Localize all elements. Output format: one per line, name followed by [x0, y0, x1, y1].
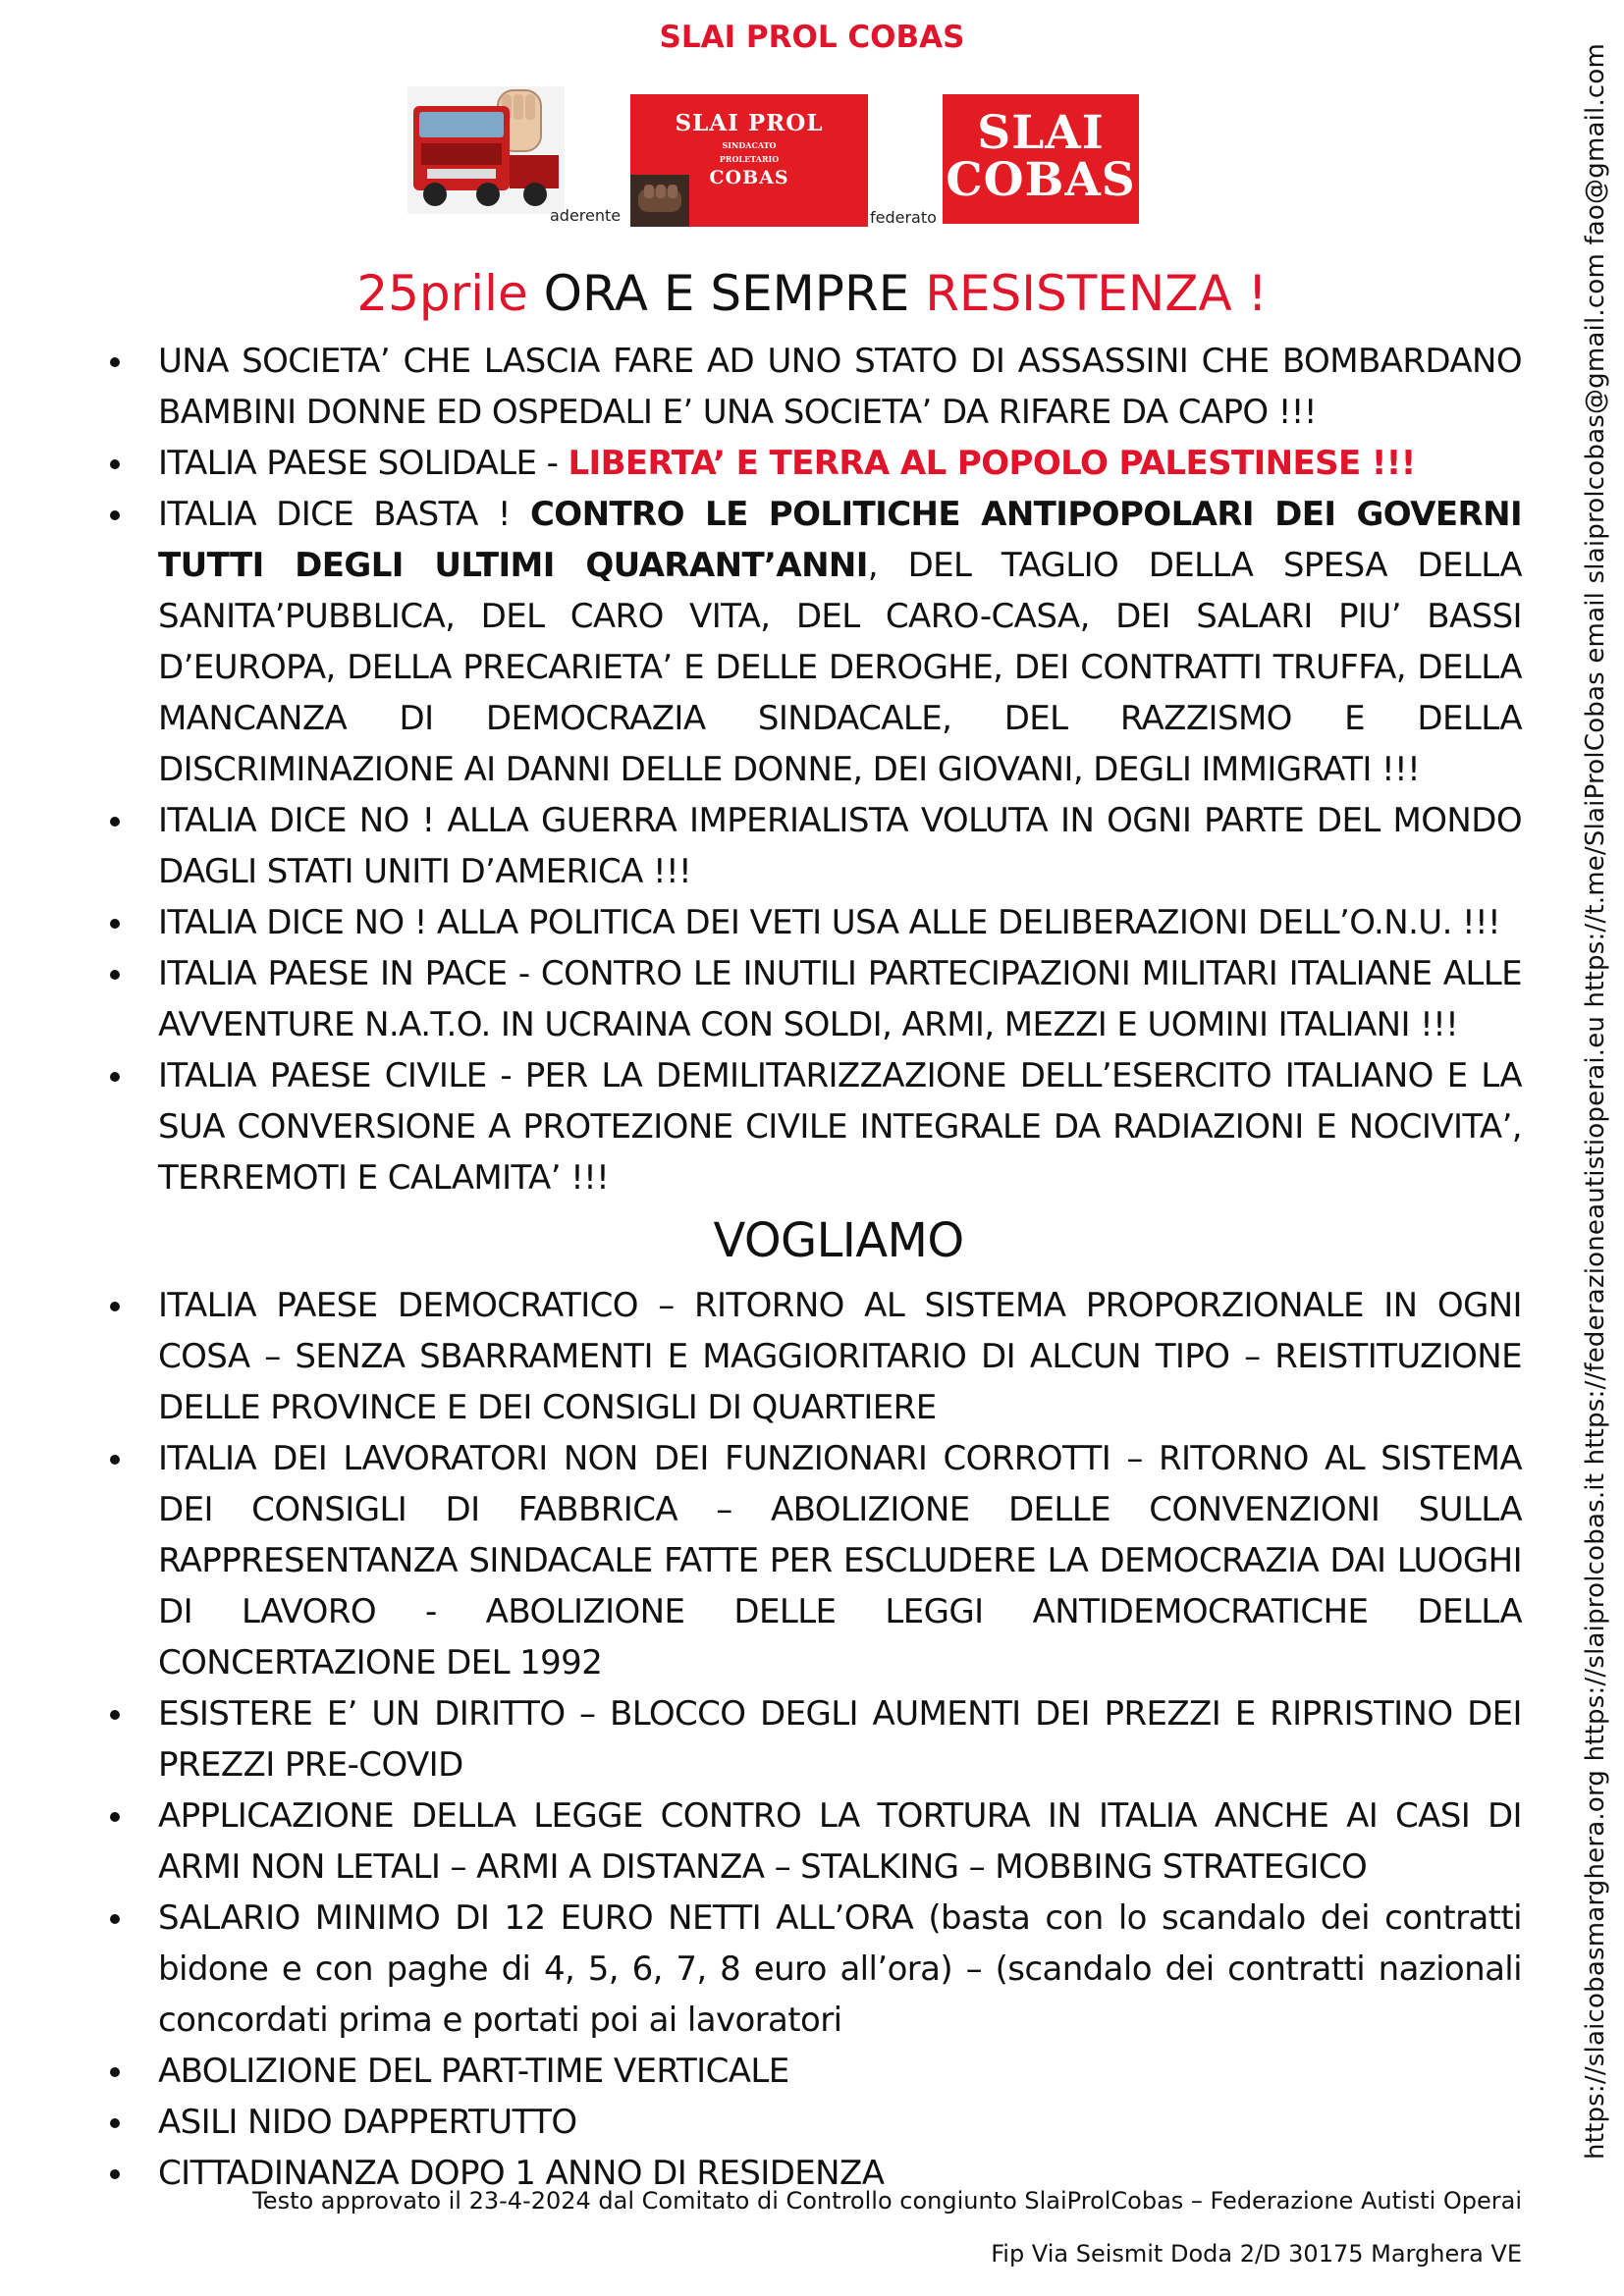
bullet-icon: [110, 1710, 120, 1720]
list-item-text: LIBERTA’ E TERRA AL POPOLO PALESTINESE !!!: [568, 444, 1416, 483]
bullet-icon: [110, 919, 120, 929]
list-item-text: ITALIA PAESE IN PACE - CONTRO LE INUTILI PARTECIPAZIONI MILITARI ITALIANE ALLE AVVENTURE N.A.T.O. IN UCRAINA CON SOLDI, ARMI, MEZZI E UOMINI ITALIANI !!!: [158, 954, 1522, 1044]
list-item-text: ITALIA DICE NO ! ALLA GUERRA IMPERIALISTA VOLUTA IN OGNI PARTE DEL MONDO DAGLI STATI UNITI D’AMERICA !!!: [158, 801, 1522, 891]
list-item-text: APPLICAZIONE DELLA LEGGE CONTRO LA TORTURA IN ITALIA ANCHE AI CASI DI ARMI NON LETALI – ARMI A DISTANZA – STALKING – MOBBING STRATEGICO: [158, 1796, 1522, 1887]
bullet-icon: [110, 510, 120, 520]
list-item: [106, 489, 1522, 795]
list-item: [106, 948, 1522, 1050]
bullet-icon: [110, 1914, 120, 1924]
bullet-icon: [110, 2118, 120, 2128]
bullet-icon: [110, 1302, 120, 1311]
logo-prol-line1: SLAI PROL: [675, 110, 824, 136]
manifesto-body: [106, 336, 1522, 2199]
demands-list-top: [106, 336, 1522, 1203]
list-item-text: ITALIA DICE NO ! ALLA POLITICA DEI VETI USA ALLE DELIBERAZIONI DELL’O.N.U. !!!: [158, 903, 1501, 942]
list-item-text: ESISTERE E’ UN DIRITTO – BLOCCO DEGLI AUMENTI DEI PREZZI E RIPRISTINO DEI PREZZI PRE-COVID: [158, 1694, 1522, 1785]
list-item: [106, 438, 1522, 489]
list-item-text: CONTRO LE POLITICHE ANTIPOPOLARI DEI GOVERNI TUTTI DEGLI ULTIMI QUARANT’ANNI: [158, 495, 1522, 585]
list-item: [106, 2046, 1522, 2097]
list-item: [106, 1280, 1522, 1433]
main-headline: [0, 265, 1624, 322]
list-item-text: ITALIA PAESE DEMOCRATICO – RITORNO AL SISTEMA PROPORZIONALE IN OGNI COSA – SENZA SBARRAMENTI E MAGGIORITARIO DI ALCUN TIPO – REISTITUZIONE DELLE PROVINCE E DEI CONSIGLI DI QUARTIERE: [158, 1286, 1522, 1427]
bullet-icon: [110, 1455, 120, 1465]
list-item-text: UNA SOCIETA’ CHE LASCIA FARE AD UNO STATO DI ASSASSINI CHE BOMBARDANO BAMBINI DONNE ED OSPEDALI E’ UNA SOCIETA’ DA RIFARE DA CAPO !!!: [158, 342, 1522, 432]
list-item-text: ITALIA DICE BASTA !: [158, 495, 530, 534]
list-item: [106, 1893, 1522, 2046]
logo-cobas-line1: SLAI: [977, 106, 1105, 160]
logo-prol-line3: PROLETARIO: [719, 154, 780, 164]
list-item: [106, 1433, 1522, 1688]
address-line: Fip Via Seismit Doda 2/D 30175 Marghera VE: [991, 2240, 1522, 2268]
bullet-icon: [110, 817, 120, 827]
handshake-fist-icon: [630, 175, 689, 227]
bullet-icon: [110, 2169, 120, 2179]
list-item-text: ITALIA PAESE SOLIDALE -: [158, 444, 568, 483]
list-item: [106, 336, 1522, 438]
list-item-text: ITALIA PAESE CIVILE - PER LA DEMILITARIZZAZIONE DELL’ESERCITO ITALIANO E LA SUA CONVERSIONE A PROTEZIONE CIVILE INTEGRALE DA RADIAZIONI E NOCIVITA’, TERREMOTI E CALAMITA’ !!!: [158, 1056, 1522, 1198]
logo-cobas-line2: COBAS: [946, 153, 1136, 207]
list-item: [106, 1790, 1522, 1893]
list-item-text: SALARIO MINIMO DI 12 EURO NETTI ALL’ORA (basta con lo scandalo dei contratti bidone e con paghe di 4, 5, 6, 7, 8 euro all’ora) – (scandalo dei contratti nazionali concordati prima e portati poi ai lavoratori: [158, 1898, 1522, 2040]
bullet-icon: [110, 1812, 120, 1822]
list-item-text: , DEL TAGLIO DELLA SPESA DELLA SANITA’PUBBLICA, DEL CARO VITA, DEL CARO-CASA, DEI SALARI PIU’ BASSI D’EUROPA, DELLA PRECARIETA’ E DELLE DEROGHE, DEI CONTRATTI TRUFFA, DELLA MANCANZA DI DEMOCRAZIA SINDACALE, DEL RAZZISMO E DELLA DISCRIMINAZIONE AI DANNI DELLE DONNE, DEI GIOVANI, DEGLI IMMIGRATI !!!: [158, 546, 1522, 789]
list-item: [106, 897, 1522, 948]
federato-label: federato: [870, 208, 937, 227]
headline-resistenza: RESISTENZA !: [925, 265, 1268, 322]
demands-list-bottom: [106, 1280, 1522, 2199]
slai-cobas-logo: [943, 94, 1139, 224]
approval-note: Testo approvato il 23-4-2024 dal Comitato di Controllo congiunto SlaiProlCobas – Federazione Autisti Operai: [252, 2187, 1522, 2215]
list-item-text: ASILI NIDO DAPPERTUTTO: [158, 2103, 577, 2142]
bullet-icon: [110, 1072, 120, 1082]
logo-row: [0, 0, 1624, 236]
section-title-vogliamo: VOGLIAMO: [713, 1213, 964, 1268]
aderente-label: aderente: [550, 206, 622, 225]
headline-date: 25prile: [356, 265, 528, 322]
list-item-text: ITALIA DEI LAVORATORI NON DEI FUNZIONARI CORROTTI – RITORNO AL SISTEMA DEI CONSIGLI DI FABBRICA – ABOLIZIONE DELLE CONVENZIONI SULLA RAPPRESENTANZA SINDACALE FATTE PER ESCLUDERE LA DEMOCRAZIA DAI LUOGHI DI LAVORO - ABOLIZIONE DELLE LEGGI ANTIDEMOCRATICHE DELLA CONCERTAZIONE DEL 1992: [158, 1439, 1522, 1682]
logo-prol-line4: COBAS: [709, 167, 789, 188]
list-item: [106, 2097, 1522, 2148]
bullet-icon: [110, 459, 120, 469]
list-item: [106, 1050, 1522, 1203]
bullet-icon: [110, 2067, 120, 2077]
logo-prol-line2: SINDACATO: [722, 140, 777, 150]
bullet-icon: [110, 357, 120, 367]
list-item-text: ABOLIZIONE DEL PART-TIME VERTICALE: [158, 2052, 789, 2091]
list-item: [106, 795, 1522, 897]
bullet-icon: [110, 970, 120, 980]
headline-middle: ORA E SEMPRE: [527, 265, 926, 322]
list-item: [106, 1688, 1522, 1790]
list-item-text: CITTADINANZA DOPO 1 ANNO DI RESIDENZA: [158, 2154, 885, 2193]
organization-title: SLAI PROL COBAS: [659, 20, 965, 55]
side-contact-links: https://slaicobasmarghera.org https://slaiprolcobas.it https://federazioneautistioperai.eu https://t.me/SlaiProlCobas email slaiprolcobas@gmail.com fao@gmail.com: [1581, 42, 1610, 2160]
truck-fist-logo: [407, 86, 565, 214]
